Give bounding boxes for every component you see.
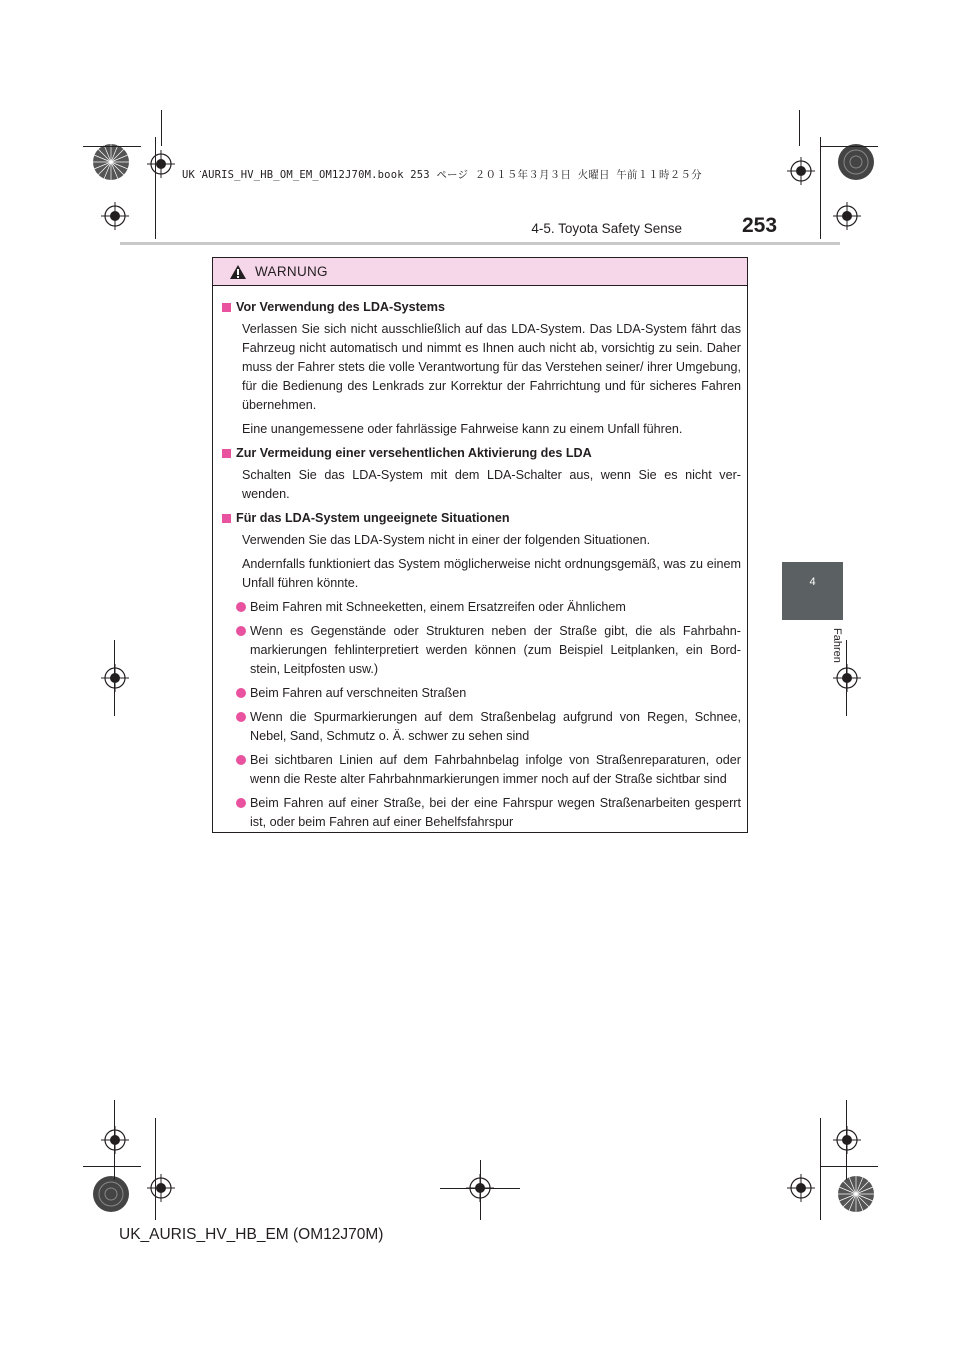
warning-triangle-icon bbox=[229, 264, 247, 280]
list-item: Wenn die Spurmarkierungen auf dem Straßenbelag aufgrund von Regen, Schnee, Nebel, Sand, Schmutz o. Ä. schwer zu sehen sind bbox=[250, 708, 741, 746]
printer-rosette-icon bbox=[91, 1174, 131, 1214]
crop-line bbox=[820, 137, 821, 239]
paragraph: Verwenden Sie das LDA-System nicht in einer der folgenden Situationen. bbox=[242, 533, 651, 547]
list-item: Beim Fahren auf einer Straße, bei der eine Fahrspur wegen Straßenarbeiten gesperrt ist, oder beim Fahren auf einer Behelfsfahrspur bbox=[250, 794, 741, 832]
list-item: Wenn es Gegenstände oder Strukturen neben der Straße gibt, die als Fahrbahn- markierungen fehlinterpretiert werden können (zum Beispiel Leitplanken, ein Bord- stein, Leitpfosten usw.) bbox=[250, 622, 741, 679]
crop-line bbox=[846, 1100, 847, 1180]
crosshair-target-icon bbox=[147, 1174, 175, 1202]
crop-line bbox=[161, 110, 162, 146]
crosshair-target-icon bbox=[101, 1126, 129, 1154]
section-heading: Für das LDA-System ungeeignete Situationen bbox=[221, 509, 741, 528]
paragraph: Eine unangemessene oder fahrlässige Fahrweise kann zu einem Unfall führen. bbox=[242, 422, 683, 436]
crop-line bbox=[799, 110, 800, 146]
crop-line bbox=[820, 1118, 821, 1220]
crop-line bbox=[83, 146, 141, 147]
warning-body bbox=[213, 286, 747, 832]
printer-rosette-icon bbox=[91, 142, 131, 182]
chapter-tab bbox=[782, 562, 843, 620]
chapter-number: 4 bbox=[809, 576, 816, 588]
warning-header bbox=[213, 258, 747, 286]
crop-line bbox=[820, 1166, 878, 1167]
crosshair-target-icon bbox=[101, 202, 129, 230]
page-number: 253 bbox=[742, 214, 778, 237]
header-rule bbox=[120, 242, 840, 245]
crop-line bbox=[83, 1166, 141, 1167]
crosshair-target-icon bbox=[787, 157, 815, 185]
list-item: Beim Fahren auf verschneiten Straßen bbox=[250, 684, 741, 703]
crop-line bbox=[155, 1118, 156, 1220]
crosshair-target-icon bbox=[833, 202, 861, 230]
document-code: UK_AURIS_HV_HB_EM (OM12J70M) bbox=[119, 1226, 384, 1243]
list-item: Bei sichtbaren Linien auf dem Fahrbahnbelag infolge von Straßenreparaturen, oder wenn die Reste alter Fahrbahnmarkierungen immer noch auf der Straße sichtbar sind bbox=[250, 751, 741, 789]
crop-line bbox=[846, 640, 847, 716]
crop-line bbox=[155, 137, 156, 239]
crop-line bbox=[114, 640, 115, 716]
paragraph: Andernfalls funktioniert das System möglicherweise nicht ordnungsgemäß, was zu einem Unfall führen könnte. bbox=[242, 557, 741, 590]
crop-line bbox=[480, 1160, 481, 1220]
chapter-label: Fahren bbox=[831, 628, 843, 663]
print-book-info: UK AURIS_HV_HB_OM_EM_OM12J70M.book 253 ページ ２０１５年３月３日 火曜日 午前１１時２５分 bbox=[182, 169, 702, 181]
printer-rosette-icon bbox=[836, 142, 876, 182]
crosshair-target-icon bbox=[787, 1174, 815, 1202]
crop-line bbox=[820, 146, 878, 147]
paragraph: Schalten Sie das LDA-System mit dem LDA-Schalter aus, wenn Sie es nicht ver- wenden. bbox=[242, 468, 741, 501]
section-heading: Zur Vermeidung einer versehentlichen Aktivierung des LDA bbox=[221, 444, 741, 463]
section-heading: Vor Verwendung des LDA-Systems bbox=[221, 298, 741, 317]
warning-title: WARNUNG bbox=[255, 264, 328, 279]
section-title: 4-5. Toyota Safety Sense bbox=[531, 221, 682, 236]
crosshair-target-icon bbox=[147, 150, 175, 178]
crosshair-target-icon bbox=[833, 664, 861, 692]
paragraph: Verlassen Sie sich nicht ausschließlich auf das LDA-System. Das LDA-System fährt das Fahrzeug nicht automatisch und nimmt es Ihnen auch nicht ab, vorsichtig zu sein. Daher muss der Fahrer stets die volle Verantwortung für das Verstehen seiner/ ihrer Umgebung, für die Bedienung des Lenkrads zur Korrektur der Fahrrichtung und für sicheres Fahren übernehmen. bbox=[242, 322, 741, 412]
crop-line bbox=[440, 1188, 520, 1189]
crop-line bbox=[114, 1100, 115, 1180]
crosshair-target-icon bbox=[101, 664, 129, 692]
list-item: Beim Fahren mit Schneeketten, einem Ersatzreifen oder Ähnlichem bbox=[250, 598, 741, 617]
warning-box bbox=[212, 257, 748, 833]
crosshair-target-icon bbox=[833, 1126, 861, 1154]
printer-rosette-icon bbox=[836, 1174, 876, 1214]
